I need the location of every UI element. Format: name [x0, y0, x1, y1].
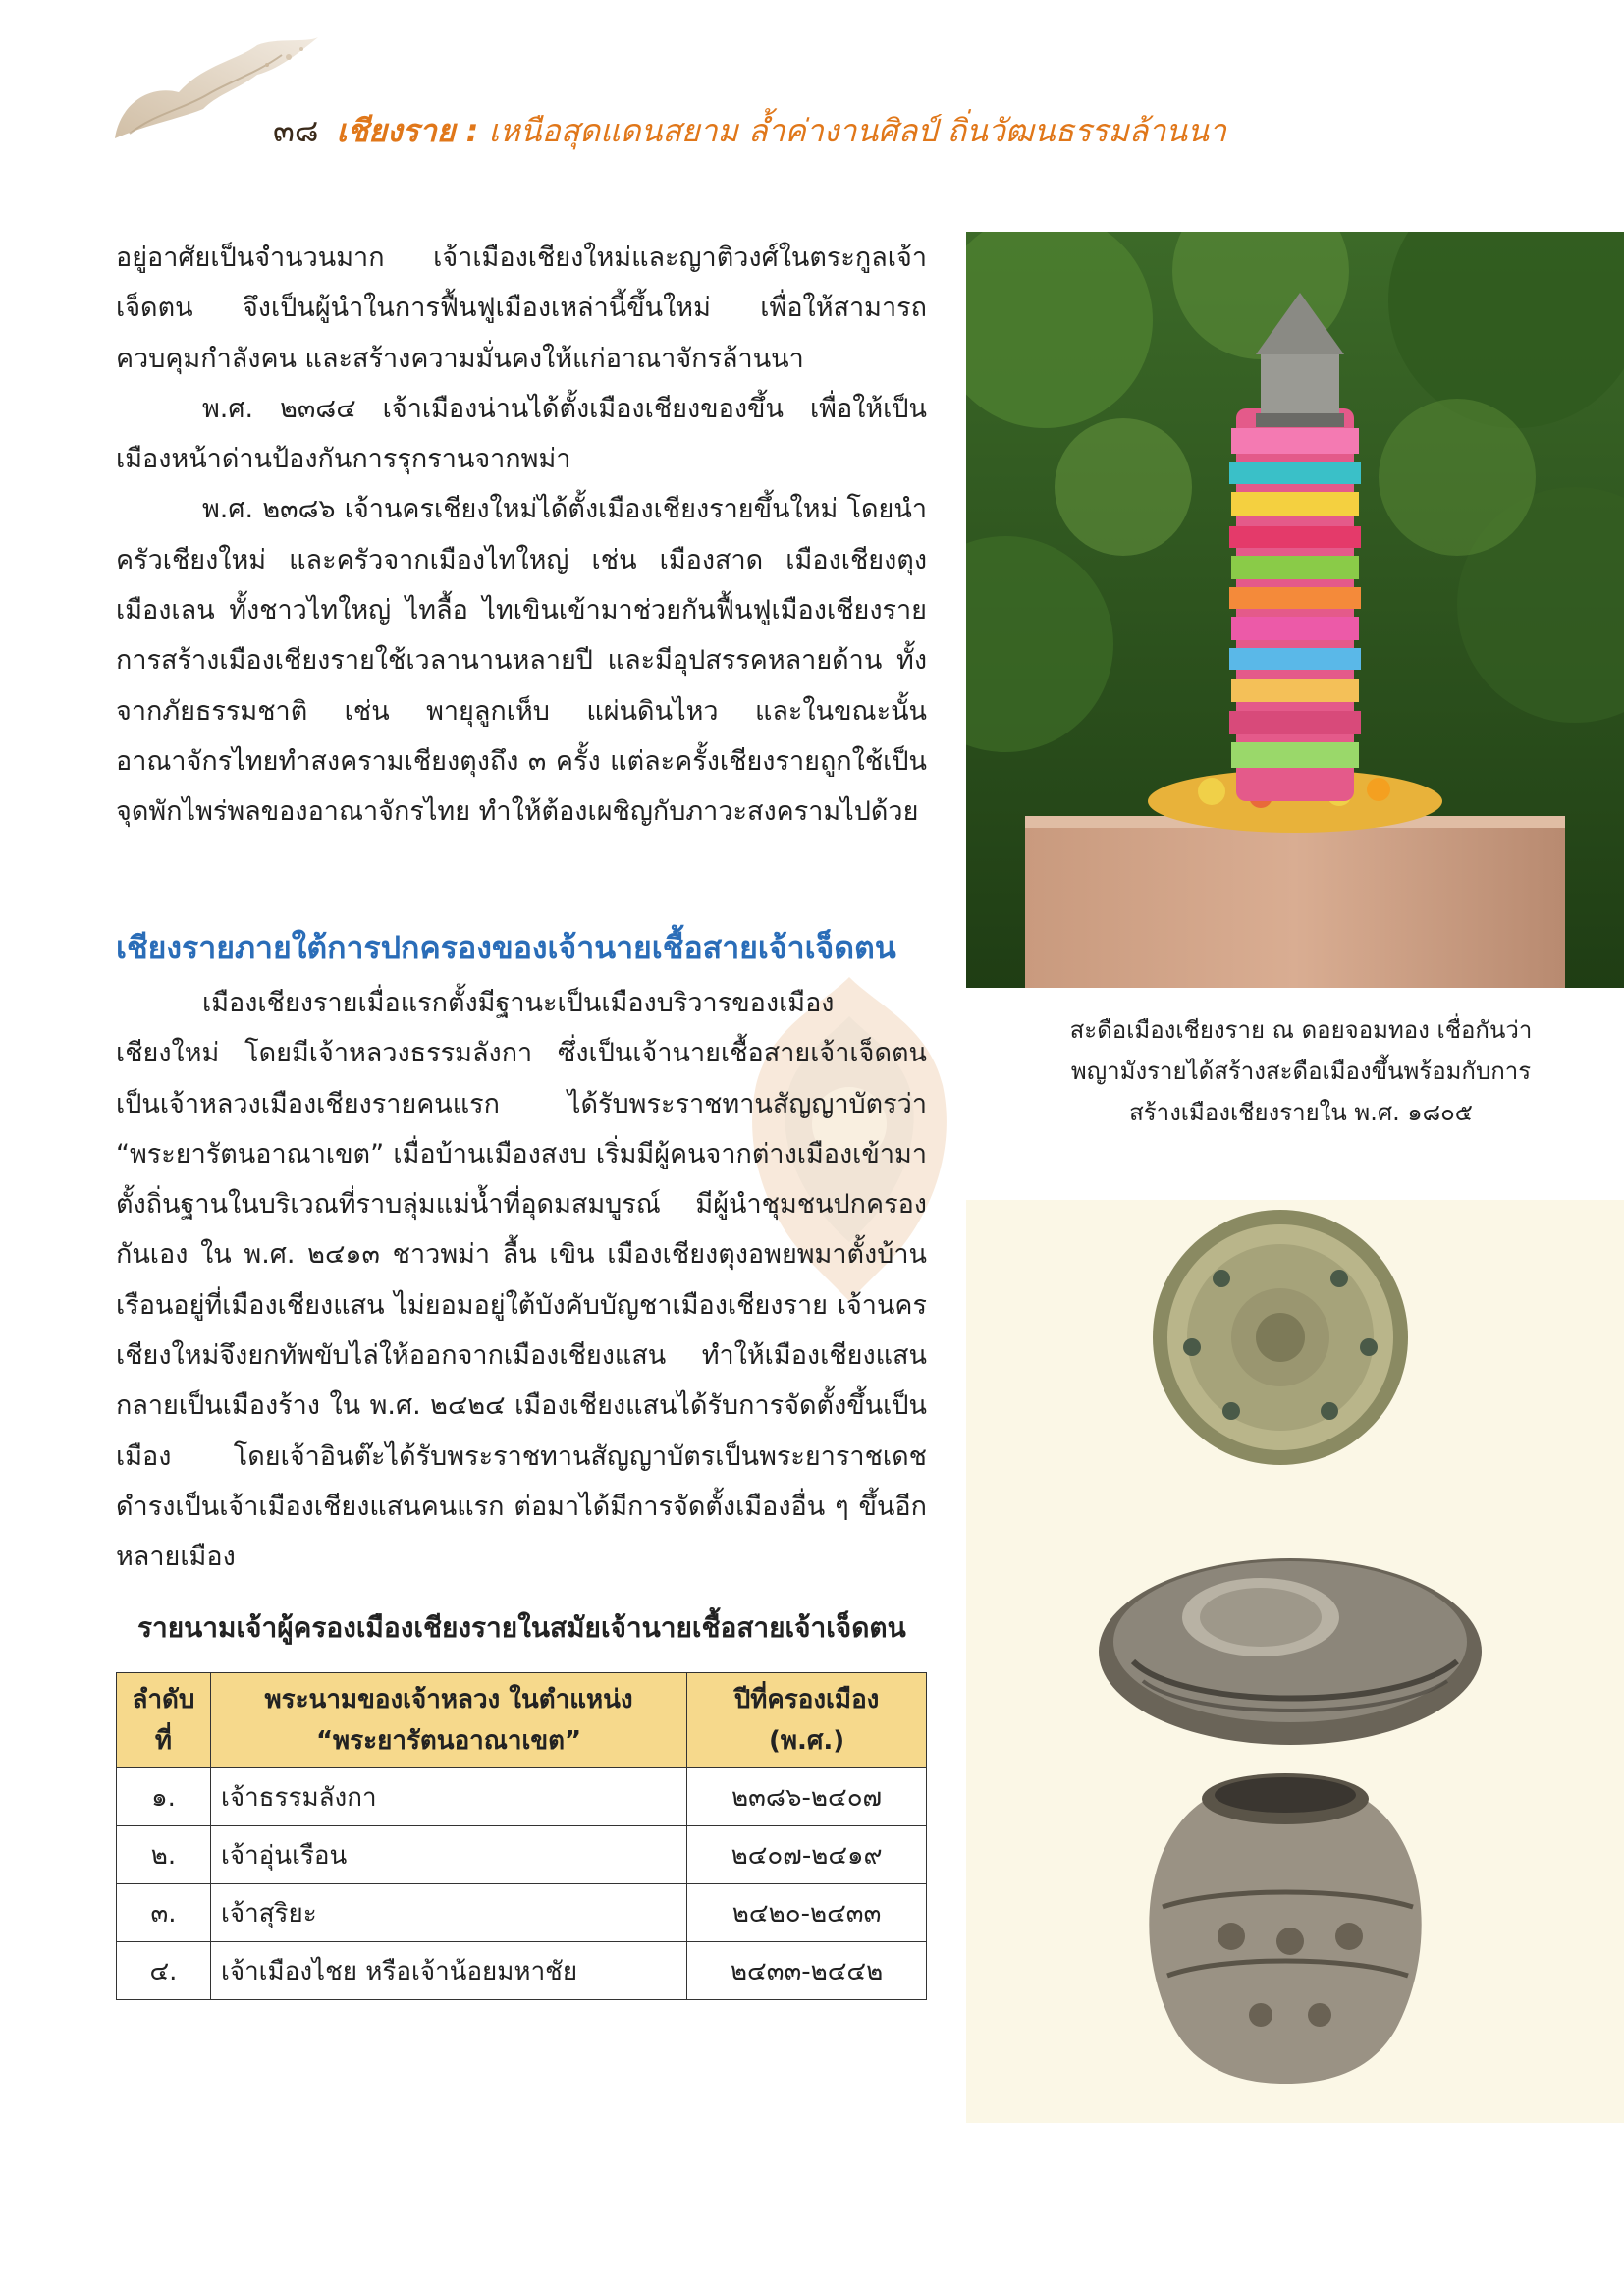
- column-header-name: พระนามของเจ้าหลวง ในตำแหน่ง “พระยารัตนอาณาเขต”: [210, 1673, 686, 1768]
- page-number: ๓๘: [273, 112, 319, 149]
- caption-line: พญามังรายได้สร้างสะดือเมืองขึ้นพร้อมกับการ: [1070, 1058, 1532, 1085]
- column-header-order: ลำดับ ที่: [117, 1673, 211, 1768]
- cell-order: ๔.: [117, 1942, 211, 2000]
- page-header: [273, 106, 1226, 155]
- paragraph: เมืองเชียงรายเมื่อแรกตั้งมีฐานะเป็นเมืองบริวารของเมืองเชียงใหม่ โดยมีเจ้าหลวงธรรมลังกา ซึ่งเป็นเจ้านายเชื้อสายเจ้าเจ็ดตนเป็นเจ้าหลวงเมืองเชียงรายคนแรก ได้รับพระราชทานสัญญาบัตรว่า “พระยารัตนอาณาเขต” เมื่อบ้านเมืองสงบ เริ่มมีผู้คนจากต่างเมืองเข้ามาตั้งถิ่นฐานในบริเวณที่ราบลุ่มแม่น้ำที่อุดมสมบูรณ์ มีผู้นำชุมชนปกครองกันเอง ใน พ.ศ. ๒๔๑๓ ชาวพม่า ลื้น เขิน เมืองเชียงตุงอพยพมาตั้งบ้านเรือนอยู่ที่เมืองเชียงแสน ไม่ยอมอยู่ใต้บังคับบัญชาเมืองเชียงราย เจ้านครเชียงใหม่จึงยกทัพขับไล่ให้ออกจากเมืองเชียงแสน ทำให้เมืองเชียงแสนกลายเป็นเมืองร้าง ใน พ.ศ. ๒๔๒๔ เมืองเชียงแสนได้รับการจัดตั้งขึ้นเป็นเมือง โดยเจ้าอินต๊ะได้รับพระราชทานสัญญาบัตรเป็นพระยาราชเดชดำรงเป็นเจ้าเมืองเชียงแสนคนแรก ต่อมาได้มีการจัดตั้งเมืองอื่น ๆ ขึ้นอีกหลายเมือง: [116, 988, 927, 1573]
- cell-name: เจ้าอุ่นเรือน: [210, 1826, 686, 1884]
- cell-years: ๒๔๐๗-๒๔๑๙: [687, 1826, 927, 1884]
- photo-caption: [1021, 1009, 1581, 1133]
- cell-order: ๓.: [117, 1884, 211, 1942]
- table-row: [117, 1942, 927, 2000]
- header-title-rest: เหนือสุดแดนสยาม ล้ำค่างานศิลป์ ถิ่นวัฒนธรรมล้านนา: [488, 112, 1226, 149]
- ceramic-plate-front: [1153, 1210, 1408, 1465]
- ceramic-bowl-back: [1099, 1558, 1482, 1745]
- paragraph: พ.ศ. ๒๓๘๔ เจ้าเมืองน่านได้ตั้งเมืองเชียงของขึ้น เพื่อให้เป็นเมืองหน้าด่านป้องกันการรุกรานจากพม่า: [116, 393, 927, 475]
- ceramics-panel: [966, 1200, 1624, 2123]
- body-text-block-2: [116, 978, 927, 1583]
- cell-years: ๒๓๘๖-๒๔๐๗: [687, 1768, 927, 1826]
- cell-name: เจ้าเมืองไชย หรือเจ้าน้อยมหาชัย: [210, 1942, 686, 2000]
- paragraph: อยู่อาศัยเป็นจำนวนมาก เจ้าเมืองเชียงใหม่และญาติวงศ์ในตระกูลเจ้าเจ็ดตน จึงเป็นผู้นำในการฟื้นฟูเมืองเหล่านี้ขึ้นใหม่ เพื่อให้สามารถควบคุมกำลังคน และสร้างความมั่นคงให้แก่อาณาจักรล้านนา: [116, 243, 927, 374]
- cell-years: ๒๔๒๐-๒๔๓๓: [687, 1884, 927, 1942]
- cell-name: เจ้าสุริยะ: [210, 1884, 686, 1942]
- body-text-block-1: [116, 233, 927, 838]
- table-row: [117, 1884, 927, 1942]
- column-header-years: ปีที่ครองเมือง (พ.ศ.): [687, 1673, 927, 1768]
- city-pillar-photo: [966, 232, 1624, 988]
- cell-name: เจ้าธรรมลังกา: [210, 1768, 686, 1826]
- cell-years: ๒๔๓๓-๒๔๔๒: [687, 1942, 927, 2000]
- header-title-bold: เชียงราย :: [336, 112, 479, 149]
- table-row: [117, 1768, 927, 1826]
- cell-order: ๑.: [117, 1768, 211, 1826]
- caption-line: สร้างเมืองเชียงรายใน พ.ศ. ๑๘๐๕: [1129, 1099, 1473, 1126]
- cell-order: ๒.: [117, 1826, 211, 1884]
- table-row: [117, 1826, 927, 1884]
- header-title: [337, 106, 1226, 156]
- table-title: รายนามเจ้าผู้ครองเมืองเชียงรายในสมัยเจ้านายเชื้อสายเจ้าเจ็ดตน: [137, 1611, 906, 1644]
- table-header-row: [117, 1673, 927, 1768]
- section-heading: เชียงรายภายใต้การปกครองของเจ้านายเชื้อสายเจ้าเจ็ดตน: [116, 929, 896, 966]
- caption-line: สะดือเมืองเชียงราย ณ ดอยจอมทอง เชื่อกันว่า: [1069, 1016, 1533, 1044]
- ceramic-jar: [1149, 1773, 1421, 2084]
- paragraph: พ.ศ. ๒๓๘๖ เจ้านครเชียงใหม่ได้ตั้งเมืองเชียงรายขึ้นใหม่ โดยนำครัวเชียงใหม่ และครัวจากเมืองไทใหญ่ เช่น เมืองสาด เมืองเชียงตุง เมืองเลน ทั้งชาวไทใหญ่ ไทลื้อ ไทเขินเข้ามาช่วยกันฟื้นฟูเมืองเชียงราย การสร้างเมืองเชียงรายใช้เวลานานหลายปี และมีอุปสรรคหลายด้าน ทั้งจากภัยธรรมชาติ เช่น พายุลูกเห็บ แผ่นดินไหว และในขณะนั้นอาณาจักรไทยทำสงครามเชียงตุงถึง ๓ ครั้ง แต่ละครั้งเชียงรายถูกใช้เป็นจุดพักไพร่พลของอาณาจักรไทย ทำให้ต้องเผชิญกับภาวะสงครามไปด้วย: [116, 494, 927, 828]
- rulers-table: [116, 1672, 927, 2000]
- ceramics-photo: [966, 1200, 1624, 2123]
